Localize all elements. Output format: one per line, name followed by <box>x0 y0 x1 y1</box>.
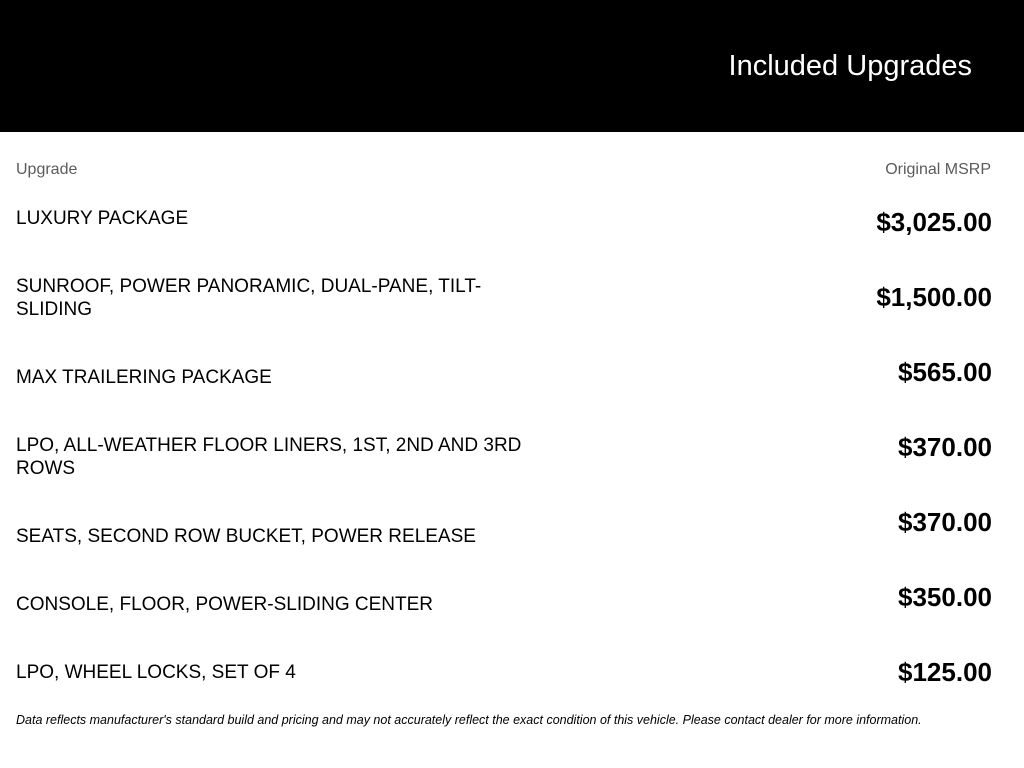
upgrade-price: $3,025.00 <box>876 207 992 237</box>
disclaimer-text: Data reflects manufacturer's standard build and pricing and may not accurately reflect the exact condition of this vehicle. Please contact dealer for more information. <box>16 713 922 727</box>
header-banner <box>0 0 1024 132</box>
column-header-msrp: Original MSRP <box>885 161 991 178</box>
upgrade-name: CONSOLE, FLOOR, POWER-SLIDING CENTER <box>16 594 433 615</box>
upgrade-name: LPO, WHEEL LOCKS, SET OF 4 <box>16 662 296 683</box>
upgrade-price: $370.00 <box>898 432 992 462</box>
upgrade-price: $565.00 <box>898 357 992 387</box>
upgrade-name: LUXURY PACKAGE <box>16 208 189 229</box>
upgrade-name: SEATS, SECOND ROW BUCKET, POWER RELEASE <box>16 526 476 547</box>
upgrade-price: $1,500.00 <box>876 282 992 312</box>
upgrade-name: LPO, ALL-WEATHER FLOOR LINERS, 1ST, 2ND AND 3RD ROWS <box>16 435 522 479</box>
page-title: Included Upgrades <box>728 50 972 82</box>
upgrade-price: $125.00 <box>898 657 992 687</box>
upgrade-name: MAX TRAILERING PACKAGE <box>16 367 272 388</box>
upgrade-price: $370.00 <box>898 507 992 537</box>
upgrade-price: $350.00 <box>898 582 992 612</box>
upgrade-name: SUNROOF, POWER PANORAMIC, DUAL-PANE, TILT-SLIDING <box>16 276 482 320</box>
column-header-upgrade: Upgrade <box>16 161 78 178</box>
